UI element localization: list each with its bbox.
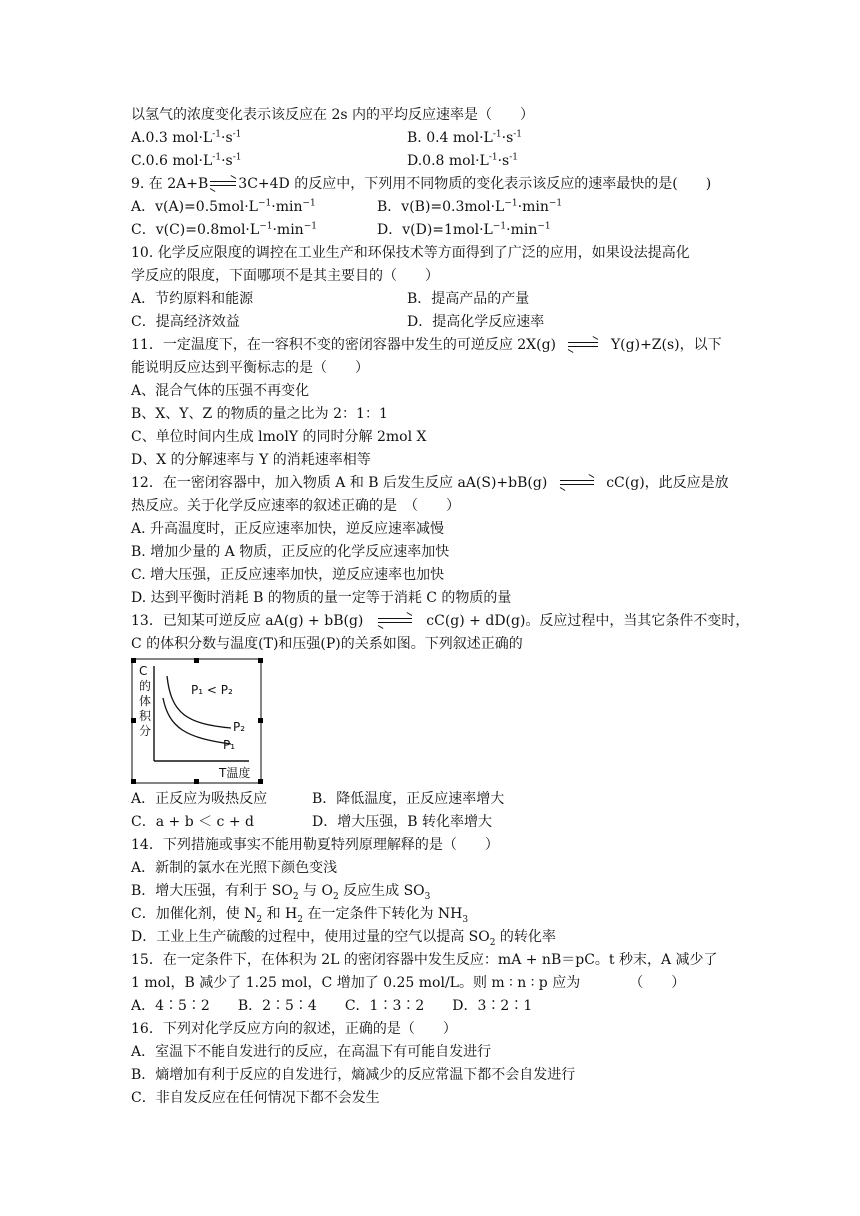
q8-options-cd (131, 150, 741, 173)
equilibrium-arrow-icon (210, 179, 236, 189)
q13-option-c: C．a + b ＜ c + d (131, 814, 254, 830)
exam-page (131, 104, 750, 1110)
q15-options: A．4∶5∶2 B．2∶5∶4 C．1∶3∶2 D．3∶2∶1 (131, 998, 533, 1014)
q12-stem-1: 12．在一密闭容器中，加入物质 A 和 B 后发生反应 aA(S)+bB(g) cC(g)，此反应是放 (131, 475, 729, 491)
q13-stem-1: 13．已知某可逆反应 aA(g) + bB(g) cC(g) + dD(g)。反应过程中，当其它条件不变时， (131, 613, 750, 629)
q8-option-d: D.0.8 $mol\cdot L^{-1}\cdot s^{-1}$ (407, 152, 519, 169)
q15-stem-1: 15．在一定条件下，在体积为 2L 的密闭容器中发生反应：mA + nB＝pC。t 秒末，A 减少了 (131, 952, 718, 968)
q10-options-ab (131, 288, 741, 311)
q10-options-cd (131, 311, 741, 334)
q8-option-a: A.0.3 $mol\cdot L^{-1}\cdot s^{-1}$ (131, 129, 242, 146)
q13-options-ab (131, 788, 741, 811)
equilibrium-arrow-icon (378, 616, 412, 626)
q13-graph (131, 658, 261, 784)
q12-option-b: B. 增加少量的 A 物质，正反应的化学反应速率加快 (131, 544, 450, 560)
q10-option-c: C．提高经济效益 (131, 314, 240, 330)
q9-options-cd (131, 219, 741, 242)
q16-option-a: A．室温下不能自发进行的反应，在高温下有可能自发进行 (131, 1044, 492, 1060)
q9-option-b: B．$v(B)=0.3mol\cdot L^{-1}\cdot\min^{-1}$ (377, 198, 563, 215)
q12-option-c: C. 增大压强，正反应速率加快，逆反应速率也加快 (131, 567, 445, 583)
q10-option-d: D．提高化学反应速率 (407, 314, 545, 330)
q15-stem-2: 1 mol，B 减少了 1.25 mol，C 增加了 0.25 mol/L。则 m ∶ n ∶ p 应为 （ ） (131, 975, 686, 991)
q9-options-ab (131, 196, 741, 219)
q10-option-b: B．提高产品的产量 (407, 291, 530, 307)
graph-y-label: C 的 体 积 分 (139, 664, 152, 738)
q8-option-b: B. 0.4 $mol\cdot L^{-1}\cdot s^{-1}$ (407, 129, 523, 146)
q11-stem-1: 11．一定温度下，在一容积不变的密闭容器中发生的可逆反应 2X(g) Y(g)+Z(s)，以下 (131, 337, 722, 353)
q16-option-c: C．非自发反应在任何情况下都不会发生 (131, 1090, 380, 1106)
q14-option-c: C．加催化剂，使 $N_2$ 和 $H_2$ 在一定条件下转化为 $NH_3$ (131, 906, 469, 925)
q9-option-c: C．$v(C)=0.8mol\cdot L^{-1}\cdot\min^{-1}$ (131, 221, 317, 238)
q13-option-a: A．正反应为吸热反应 (131, 791, 268, 807)
q14-option-d: D．工业上生产硫酸的过程中，使用过量的空气以提高 $SO_2$ 的转化率 (131, 929, 556, 948)
q9-option-d: D．$v(D)=1mol\cdot L^{-1}\cdot\min^{-1}$ (377, 221, 551, 238)
q8-option-c: C.0.6 $mol\cdot L^{-1}\cdot s^{-1}$ (131, 152, 242, 169)
q14-option-b: B．增大压强，有利于 $SO_2$ 与 $O_2$ 反应生成 $SO_3$ (131, 883, 431, 902)
q10-stem-1: 10. 化学反应限度的调控在工业生产和环保技术等方面得到了广泛的应用，如果设法提高化 (131, 245, 690, 261)
q9-option-a: A．$v(A)=0.5mol\cdot L^{-1}\cdot\min^{-1}$ (131, 198, 316, 215)
q16-option-b: B．熵增加有利于反应的自发进行，熵减少的反应常温下都不会自发进行 (131, 1067, 576, 1083)
q12-option-d: D. 达到平衡时消耗 B 的物质的量一定等于消耗 C 的物质的量 (131, 590, 512, 606)
graph-p1-label: P₁ (223, 738, 236, 752)
q8-stem-line: 以氢气的浓度变化表示该反应在 2s 内的平均反应速率是（ ） (131, 107, 534, 123)
q12-stem-2: 热反应。关于化学反应速率的叙述正确的是 （ ） (131, 498, 460, 514)
q14-stem: 14．下列措施或事实不能用勒夏特列原理解释的是（ ） (131, 837, 499, 853)
q11-stem-2: 能说明反应达到平衡标志的是（ ） (131, 360, 369, 376)
q11-option-c: C、单位时间内生成 lmolY 的同时分解 2mol X (131, 429, 427, 445)
q10-option-a: A．节约原料和能源 (131, 291, 254, 307)
q11-option-a: A、混合气体的压强不再变化 (131, 383, 310, 399)
q13-option-b: B．降低温度，正反应速率增大 (312, 791, 505, 807)
q10-stem-2: 学反应的限度，下面哪项不是其主要目的（ ） (131, 268, 439, 284)
equilibrium-arrow-icon (560, 478, 594, 488)
q13-option-d: D．增大压强，B 转化率增大 (312, 814, 492, 830)
q16-stem: 16．下列对化学反应方向的叙述，正确的是（ ） (131, 1021, 457, 1037)
q9-stem: 9. 在 2A+B 3C+4D 的反应中，下列用不同物质的变化表示该反应的速率最快的是( ) (131, 176, 712, 192)
graph-curve-relation-label: P₁ < P₂ (191, 683, 233, 697)
equilibrium-arrow-icon (568, 340, 598, 350)
q13-stem-2: C 的体积分数与温度(T)和压强(P)的关系如图。下列叙述正确的 (131, 636, 523, 652)
q11-option-d: D、X 的分解速率与 Y 的消耗速率相等 (131, 452, 371, 468)
q14-option-a: A．新制的氯水在光照下颜色变浅 (131, 860, 338, 876)
q11-option-b: B、X、Y、Z 的物质的量之比为 2：1：1 (131, 406, 388, 422)
q8-options-ab (131, 127, 741, 150)
graph-p2-label: P₂ (233, 720, 246, 734)
q12-option-a: A. 升高温度时，正反应速率加快，逆反应速率减慢 (131, 521, 445, 537)
q13-options-cd (131, 811, 741, 834)
graph-x-label: T温度 (219, 766, 251, 780)
